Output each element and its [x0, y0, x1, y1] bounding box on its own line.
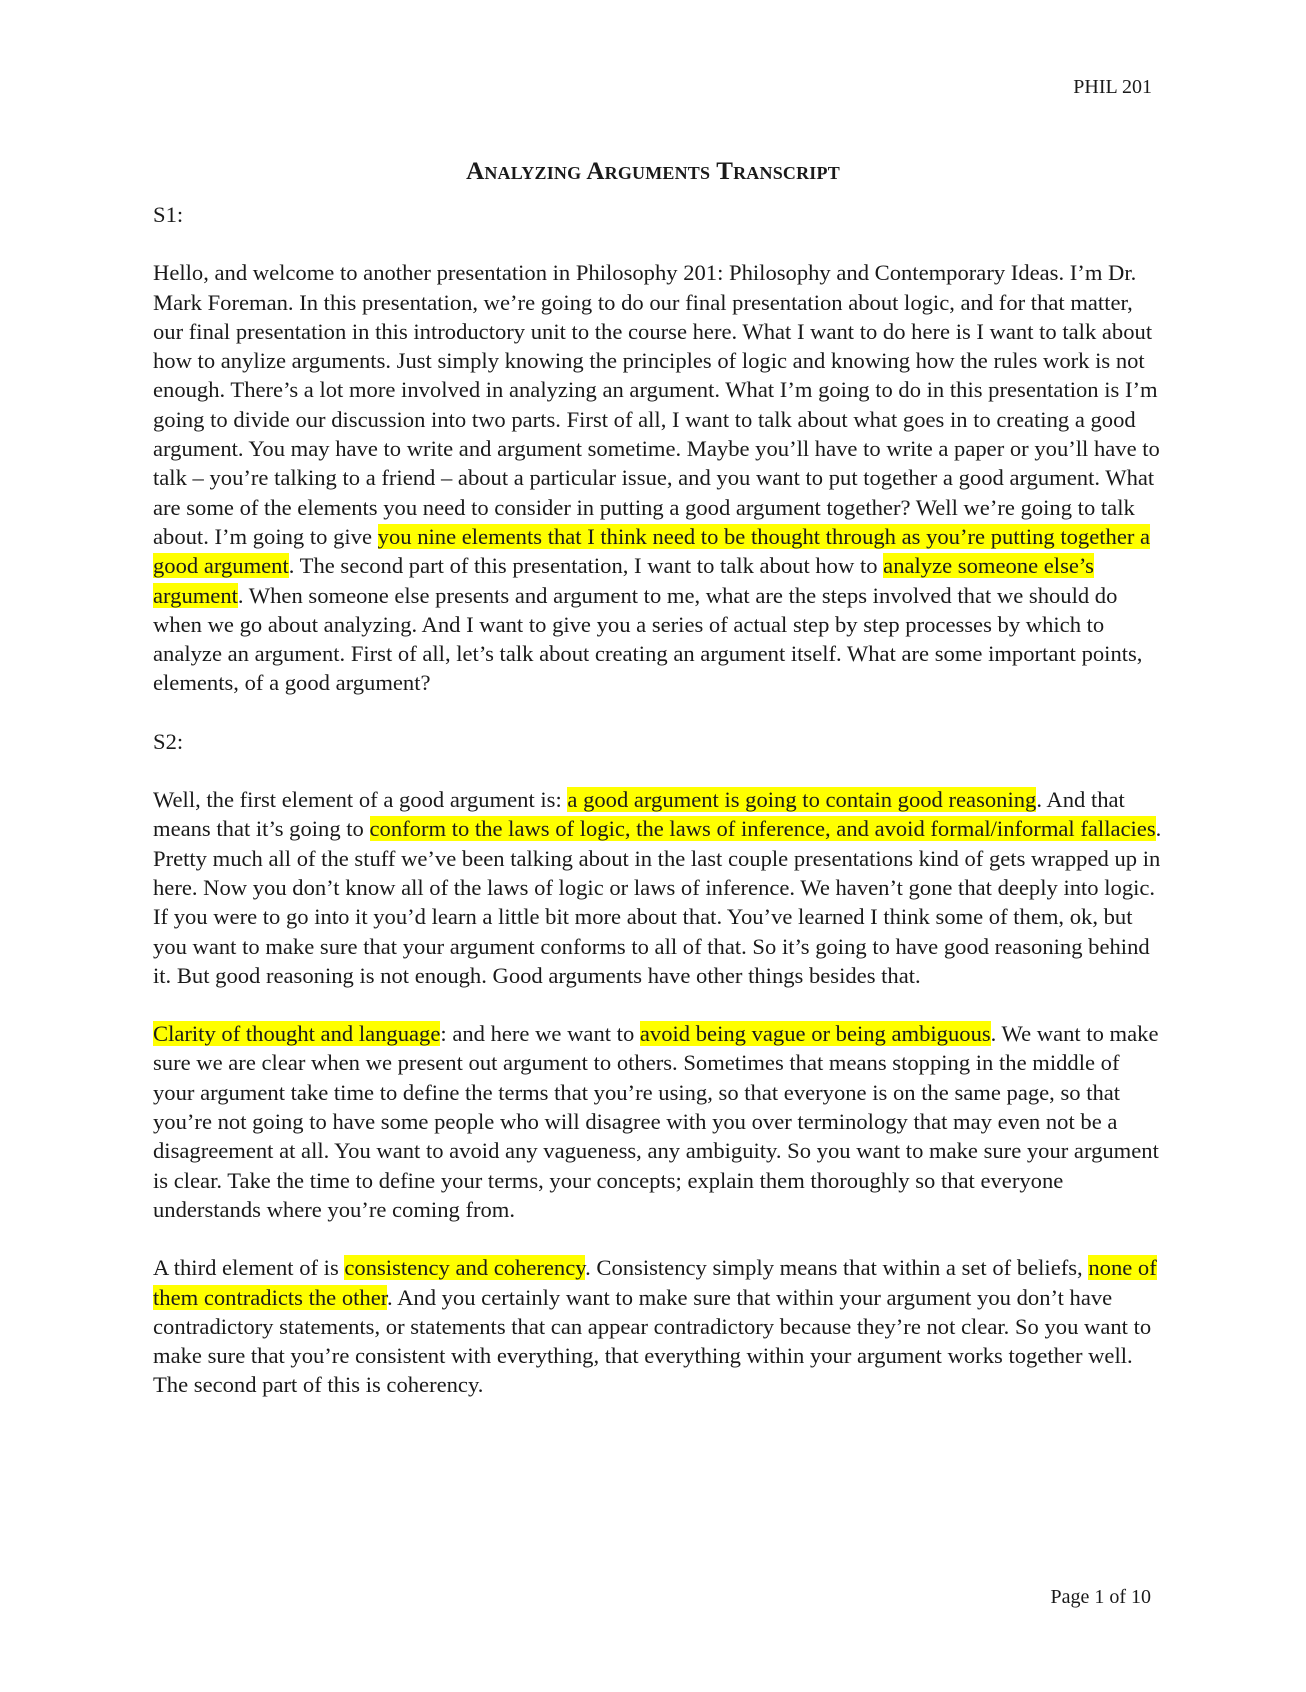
highlighted-text: consistency and coherency — [344, 1255, 586, 1281]
paragraph-text: . Consistency simply means that within a set of beliefs, — [585, 1255, 1089, 1281]
document-body — [153, 200, 1163, 1429]
highlighted-text: analyze someone else’s argument — [153, 553, 1094, 608]
highlighted-text: none of them contradicts the other — [153, 1255, 1157, 1310]
speaker-label: S2: — [153, 728, 184, 754]
paragraph-text: A third element of is — [153, 1255, 345, 1281]
paragraph-text: . When someone else presents and argument to me, what are the steps involved that we should do when we go about analyzing. And I want to give you a series of actual step by step processes by which to analyze an argument. First of all, let’s talk about creating an argument itself. What are some important points, elements, of a good argument? — [153, 582, 1143, 696]
course-code: PHIL 201 — [1073, 76, 1152, 98]
paragraph-text: Hello, and welcome to another presentation in Philosophy 201: Philosophy and Contemporary Ideas. I’m Dr. Mark Foreman. In this presentation, we’re going to do our final presentation about logic, and for that matter, our final presentation in this introductory unit to the course here. What I want to do here is I want to talk about how to anylize arguments. Just simply knowing the principles of logic and knowing how the rules work is not enough. There’s a lot more involved in analyzing an argument. What I’m going to do in this presentation is I’m going to divide our discussion into two parts. First of all, I want to talk about what goes in to creating a good argument. You may have to write and argument sometime. Maybe you’ll have to write a paper or you’ll have to talk – you’re talking to a friend – about a particular issue, and you want to put together a good argument. What are some of the elements you need to consider in putting a good argument together? Well we’re going to talk about. I’m going to give — [153, 260, 1160, 549]
highlighted-text: avoid being vague or being ambiguous — [639, 1021, 991, 1047]
paragraph-text: . The second part of this presentation, I want to talk about how to — [288, 553, 884, 579]
transcript-paragraph — [153, 258, 1163, 697]
paragraph-text: . Pretty much all of the stuff we’ve been talking about in the last couple presentations kind of gets wrapped up in here. Now you don’t know all of the laws of logic or laws of inference. We haven’t gone that deeply into logic. If you were to go into it you’d learn a little bit more about that. You’ve learned I think some of them, ok, but you want to make sure that your argument conforms to all of that. So it’s going to have good reasoning behind it. But good reasoning is not enough. Good arguments have other things besides that. — [153, 816, 1162, 988]
transcript-paragraph — [153, 785, 1163, 990]
paragraph-text: . And you certainly want to make sure that within your argument you don’t have contradictory statements, or statements that can appear contradictory because they’re not clear. So you want to make sure that you’re consistent with everything, that everything within your argument works together well. The second part of this is coherency. — [153, 1284, 1152, 1398]
paragraph-text: Well, the first element of a good argument is: — [153, 787, 568, 813]
transcript-paragraph — [153, 1019, 1163, 1224]
highlighted-text: you nine elements that I think need to be thought through as you’re putting together a good argument — [153, 523, 1151, 579]
transcript-paragraph — [153, 1253, 1163, 1399]
page-number: Page 1 of 10 — [1050, 1586, 1151, 1608]
paragraph-text: : and here we want to — [440, 1021, 640, 1047]
highlighted-text: conform to the laws of logic, the laws of inference, and avoid formal/informal fallacies — [369, 816, 1156, 842]
paragraph-text: . And that means that it’s going to — [153, 787, 1125, 842]
highlighted-text: Clarity of thought and language — [153, 1021, 441, 1047]
paragraph-text: . We want to make sure we are clear when we present out argument to others. Sometimes that means stopping in the middle of your argument take time to define the terms that you’re using, so that everyone is on the same page, so that you’re not going to have some people who will disagree with you over terminology that may even not be a disagreement at all. You want to avoid any vagueness, any ambiguity. So you want to make sure your argument is clear. Take the time to define your terms, your concepts; explain them thoroughly so that everyone understands where you’re coming from. — [153, 1021, 1159, 1222]
speaker-label: S1: — [153, 202, 184, 227]
document-title: Analyzing Arguments Transcript — [466, 158, 840, 185]
highlighted-text: a good argument is going to contain good reasoning — [567, 787, 1037, 813]
